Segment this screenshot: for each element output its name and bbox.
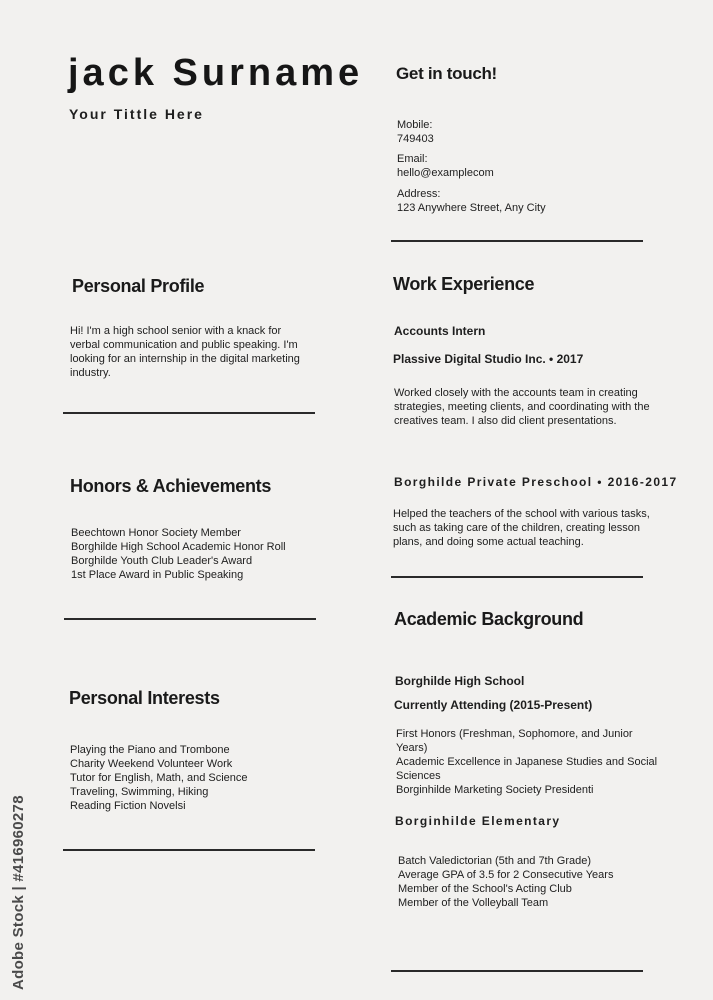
address-value: 123 Anywhere Street, Any City	[397, 202, 546, 214]
interests-heading: Personal Interests	[69, 688, 220, 708]
contact-email-block	[397, 152, 494, 180]
school2-list	[398, 854, 613, 910]
divider	[391, 576, 643, 578]
address-label: Address:	[397, 188, 441, 200]
academic-heading: Academic Background	[394, 609, 584, 629]
list-item: 1st Place Award in Public Speaking	[71, 569, 244, 581]
job1-role: Accounts Intern	[394, 324, 486, 338]
profile-text: Hi! I'm a high school senior with a knack for verbal communication and public speaking. I'm looking for an internship in the digital marketing industry.	[70, 325, 300, 379]
watermark-text: Adobe Stock | #416960278	[10, 795, 27, 990]
job2-company: Borghilde Private Preschool • 2016-2017	[394, 475, 678, 489]
job2-description: Helped the teachers of the school with various tasks, such as taking care of the children, creating lesson plans, and doing some actual teaching.	[393, 508, 650, 548]
school2-name: Borginhilde Elementary	[395, 814, 561, 828]
job1-company: Plassive Digital Studio Inc. • 2017	[393, 352, 584, 366]
school1-status: Currently Attending (2015-Present)	[394, 698, 593, 712]
list-item: Reading Fiction Novelsi	[70, 800, 186, 812]
list-item: Borginhilde Marketing Society Presidenti	[396, 784, 594, 796]
divider	[391, 240, 643, 242]
list-item: Borghilde Youth Club Leader's Award	[71, 555, 253, 567]
contact-mobile-block	[397, 118, 434, 146]
email-value: hello@examplecom	[397, 167, 494, 179]
list-item: Tutor for English, Math, and Science	[70, 772, 248, 784]
mobile-value: 749403	[397, 133, 434, 145]
divider	[63, 412, 315, 414]
list-item: Charity Weekend Volunteer Work	[70, 758, 233, 770]
list-item: Average GPA of 3.5 for 2 Consecutive Years	[398, 869, 614, 881]
list-item: First Honors (Freshman, Sophomore, and Junior Years)	[396, 728, 633, 754]
list-item: Beechtown Honor Society Member	[71, 527, 241, 539]
school1-name: Borghilde High School	[395, 674, 525, 688]
list-item: Traveling, Swimming, Hiking	[70, 786, 209, 798]
person-name: jack Surname	[68, 52, 364, 94]
work-heading: Work Experience	[393, 274, 535, 294]
email-label: Email:	[397, 153, 428, 165]
honors-heading: Honors & Achievements	[70, 476, 272, 496]
divider	[64, 618, 316, 620]
contact-heading: Get in touch!	[396, 64, 497, 83]
mobile-label: Mobile:	[397, 119, 433, 131]
list-item: Academic Excellence in Japanese Studies and Social Sciences	[396, 756, 658, 782]
school1-list	[396, 727, 664, 797]
list-item: Playing the Piano and Trombone	[70, 744, 230, 756]
job1-description: Worked closely with the accounts team in creating strategies, meeting clients, and coordinating with the creatives team. I also did client presentations.	[394, 387, 650, 427]
interests-list	[70, 743, 248, 813]
profile-heading: Personal Profile	[72, 276, 205, 296]
stock-watermark	[10, 760, 36, 990]
divider	[391, 970, 643, 972]
divider	[63, 849, 315, 851]
list-item: Batch Valedictorian (5th and 7th Grade)	[398, 855, 592, 867]
list-item: Member of the Volleyball Team	[398, 897, 549, 909]
person-title: Your Tittle Here	[69, 106, 204, 122]
list-item: Member of the School's Acting Club	[398, 883, 572, 895]
list-item: Borghilde High School Academic Honor Roll	[71, 541, 286, 553]
contact-address-block	[397, 187, 546, 215]
honors-list	[71, 526, 286, 582]
